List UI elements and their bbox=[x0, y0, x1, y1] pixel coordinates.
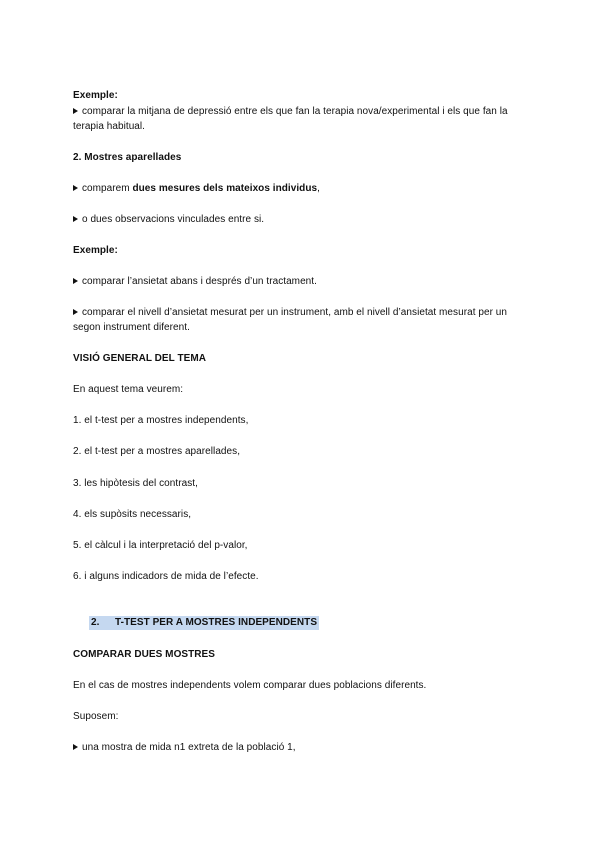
triangle-bullet-icon bbox=[73, 185, 78, 191]
bullet-text: una mostra de mida n1 extreta de la població 1, bbox=[82, 742, 296, 753]
bullet-text: o dues observacions vinculades entre si. bbox=[82, 214, 265, 225]
heading-text: T-TEST PER A MOSTRES INDEPENDENTS bbox=[115, 617, 318, 628]
triangle-bullet-icon bbox=[73, 278, 78, 284]
bullet-text: comparar el nivell d’ansietat mesurat per un instrument, amb el nivell d’ansietat mesurat per un bbox=[82, 307, 508, 318]
triangle-bullet-icon bbox=[73, 744, 78, 750]
bullet-text: comparar la mitjana de depressió entre els que fan la terapia nova/experimental i els que fan la bbox=[82, 106, 508, 117]
paragraph-text: En el cas de mostres independents volem comparar dues poblacions diferents. bbox=[73, 680, 427, 691]
triangle-bullet-icon bbox=[73, 108, 78, 114]
section-heading-independent-ttest bbox=[89, 617, 319, 629]
bullet-item bbox=[73, 106, 508, 118]
example-label: Exemple: bbox=[73, 245, 118, 256]
subheading-paired-samples: 2. Mostres aparellades bbox=[73, 152, 182, 163]
heading-highlight bbox=[89, 616, 319, 630]
bullet-item bbox=[73, 214, 264, 226]
bullet-continuation: segon instrument diferent. bbox=[73, 322, 190, 333]
section-heading-overview: VISIÓ GENERAL DEL TEMA bbox=[73, 353, 206, 364]
list-item: 4. els supòsits necessaris, bbox=[73, 509, 192, 520]
bullet-item bbox=[73, 276, 317, 288]
bullet-text-bold: dues mesures dels mateixos individus bbox=[132, 183, 318, 194]
bullet-item bbox=[73, 307, 507, 319]
list-item: 2. el t-test per a mostres aparellades, bbox=[73, 446, 241, 457]
subheading-compare-samples: COMPARAR DUES MOSTRES bbox=[73, 649, 215, 660]
intro-text: En aquest tema veurem: bbox=[73, 384, 184, 395]
triangle-bullet-icon bbox=[73, 216, 78, 222]
list-item: 1. el t-test per a mostres independents, bbox=[73, 415, 249, 426]
paragraph-text: Suposem: bbox=[73, 711, 119, 722]
bullet-text: comparem bbox=[82, 183, 133, 194]
list-item: 5. el càlcul i la interpretació del p-valor, bbox=[73, 540, 248, 551]
list-item: 6. i alguns indicadors de mida de l’efecte. bbox=[73, 571, 259, 582]
bullet-item bbox=[73, 183, 320, 195]
heading-number: 2. bbox=[91, 617, 100, 628]
bullet-text: comparar l’ansietat abans i després d’un tractament. bbox=[82, 276, 317, 287]
example-label: Exemple: bbox=[73, 90, 118, 101]
bullet-item bbox=[73, 742, 296, 754]
bullet-continuation: terapia habitual. bbox=[73, 121, 146, 132]
list-item: 3. les hipòtesis del contrast, bbox=[73, 478, 198, 489]
bullet-text: , bbox=[317, 183, 320, 194]
triangle-bullet-icon bbox=[73, 309, 78, 315]
